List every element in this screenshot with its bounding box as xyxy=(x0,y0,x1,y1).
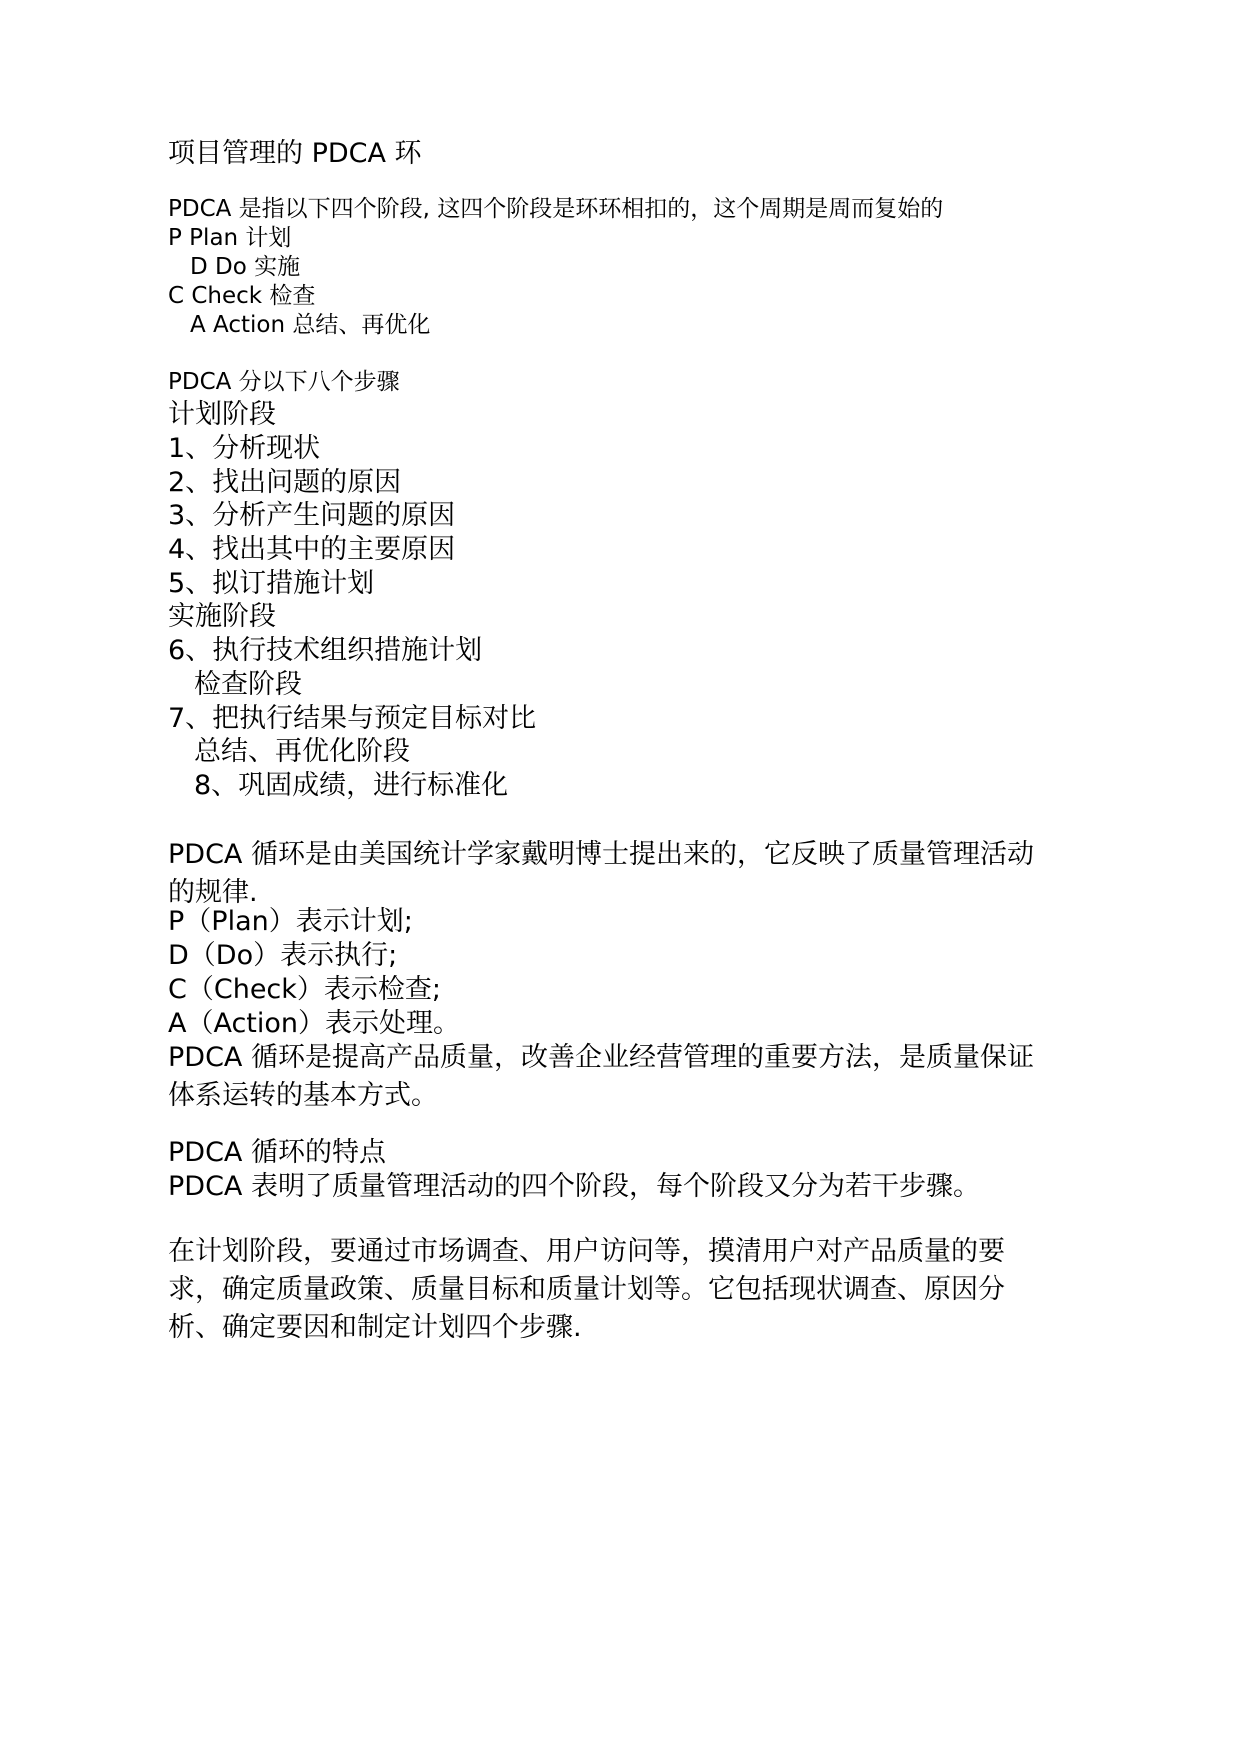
step-line: 实施阶段 xyxy=(168,601,276,632)
origin-item-check: C（Check）表示检查; xyxy=(168,974,442,1005)
intro-stage-do: D Do 实施 xyxy=(190,254,301,280)
steps-heading: PDCA 分以下八个步骤 xyxy=(168,369,400,395)
origin-paragraph: PDCA 循环是由美国统计学家戴明博士提出来的，它反映了质量管理活动的规律. xyxy=(168,839,1034,908)
intro-definition: PDCA 是指以下四个阶段, 这四个阶段是环环相扣的，这个周期是周而复始的 xyxy=(168,196,944,222)
intro-stage-action: A Action 总结、再优化 xyxy=(190,312,431,338)
step-line: 总结、再优化阶段 xyxy=(194,736,410,767)
step-line: 8、巩固成绩，进行标准化 xyxy=(194,770,509,801)
document-title: 项目管理的 PDCA 环 xyxy=(168,138,422,169)
plan-phase-text: 在计划阶段，要通过市场调查、用户访问等，摸清用户对产品质量的要求，确定质量政策、质量目标和质量计划等。它包括现状调查、原因分析、确定要因和制定计划四个步骤. xyxy=(168,1236,1005,1343)
step-line: 5、拟订措施计划 xyxy=(168,568,375,599)
origin-summary: PDCA 循环是提高产品质量，改善企业经营管理的重要方法，是质量保证体系运转的基本方式。 xyxy=(168,1042,1034,1111)
origin-item-do: D（Do）表示执行; xyxy=(168,940,398,971)
step-line: 6、执行技术组织措施计划 xyxy=(168,635,483,666)
intro-stage-plan: P Plan 计划 xyxy=(168,225,292,251)
step-line: 4、找出其中的主要原因 xyxy=(168,534,456,565)
features-text: PDCA 表明了质量管理活动的四个阶段，每个阶段又分为若干步骤。 xyxy=(168,1171,980,1202)
step-line: 1、分析现状 xyxy=(168,433,321,464)
step-line: 检查阶段 xyxy=(194,669,302,700)
step-line: 7、把执行结果与预定目标对比 xyxy=(168,703,537,734)
features-heading: PDCA 循环的特点 xyxy=(168,1137,386,1168)
step-line: 2、找出问题的原因 xyxy=(168,467,402,498)
intro-stage-check: C Check 检查 xyxy=(168,283,316,309)
origin-item-action: A（Action）表示处理。 xyxy=(168,1008,461,1039)
step-line: 3、分析产生问题的原因 xyxy=(168,500,456,531)
step-line: 计划阶段 xyxy=(168,399,276,430)
origin-item-plan: P（Plan）表示计划; xyxy=(168,906,413,937)
